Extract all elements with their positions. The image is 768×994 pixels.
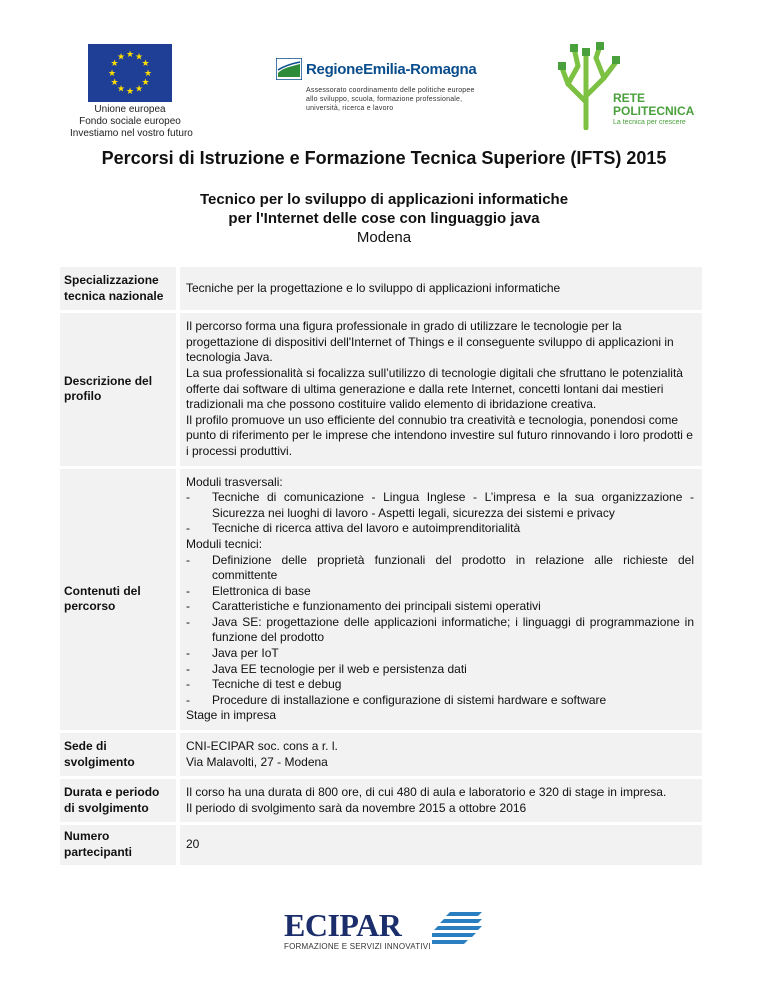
rer-subtitle-line: università, ricerca e lavoro: [306, 105, 394, 112]
rete-slogan: La tecnica per crescere: [613, 119, 686, 126]
ecipar-logo: [282, 908, 492, 954]
rete-name-line: POLITECNICA: [613, 104, 695, 118]
list: [186, 490, 694, 537]
row-sede: [60, 733, 702, 776]
course-title-line: per l'Internet delle cose con linguaggio java: [228, 210, 540, 227]
row-label: Numero partecipanti: [60, 825, 176, 864]
list-item: - Java per IoT: [186, 646, 694, 662]
rete-name-line: RETE: [613, 91, 646, 105]
row-label: Contenuti del percorso: [60, 469, 176, 731]
svg-text:★: ★: [110, 78, 119, 88]
course-title-line: Tecnico per lo sviluppo di applicazioni informatiche: [199, 191, 569, 208]
row-value: Tecniche per la progettazione e lo sviluppo di applicazioni informatiche: [180, 267, 702, 310]
row-label: Descrizione del profilo: [60, 313, 176, 465]
rete-politecnica-text: [613, 92, 694, 126]
svg-text:★: ★: [134, 84, 144, 95]
page-title: Percorsi di Istruzione e Formazione Tecnica Superiore (IFTS) 2015: [101, 148, 667, 168]
svg-text:★: ★: [134, 52, 144, 63]
eu-logo: [70, 44, 193, 140]
svg-text:★: ★: [116, 84, 126, 95]
paragraph: Il corso ha una durata di 800 ore, di cui 480 di aula e laboratorio e 320 di stage in impresa.: [186, 785, 667, 800]
row-descrizione: [60, 313, 702, 465]
svg-text:★: ★: [110, 59, 119, 69]
list-item: - Definizione delle proprietà funzionali del prodotto in relazione alle richieste del committente: [186, 553, 694, 584]
eu-caption-line: Fondo sociale europeo: [79, 116, 181, 127]
address-line: CNI-ECIPAR soc. cons a r. l.: [186, 739, 338, 754]
list: [186, 553, 694, 709]
city: Modena: [356, 229, 412, 246]
row-value: [180, 469, 702, 731]
row-label: Specializzazione tecnica nazionale: [60, 267, 176, 310]
list-item: - Java EE tecnologie per il web e persistenza dati: [186, 662, 694, 678]
svg-text:★: ★: [125, 50, 135, 60]
eu-caption-line: Unione europea: [94, 104, 166, 115]
rer-name: RegioneEmilia-Romagna: [306, 60, 477, 78]
section-heading: Moduli trasversali:: [186, 474, 283, 489]
list-item: - Tecniche di test e debug: [186, 677, 694, 693]
svg-text:★: ★: [143, 69, 153, 79]
stage-line: Stage in impresa: [186, 708, 277, 723]
row-value: [180, 313, 702, 465]
svg-text:★: ★: [141, 59, 150, 69]
list-item: - Tecniche di ricerca attiva del lavoro e autoimprenditorialità: [186, 521, 694, 537]
row-label: Sede di svolgimento: [60, 733, 176, 776]
ecipar-name: ECIPAR: [284, 907, 402, 943]
eu-caption-line: Investiamo nel vostro futuro: [70, 128, 193, 139]
rer-subtitle: [306, 86, 496, 113]
region-map-icon: [276, 58, 302, 80]
row-value: [180, 733, 702, 776]
eu-flag-icon: [88, 44, 172, 102]
paragraph: Il periodo di svolgimento sarà da novembre 2015 a ottobre 2016: [186, 800, 527, 815]
stripes-icon: [432, 910, 484, 950]
svg-text:★: ★: [107, 69, 117, 79]
row-specializzazione: [60, 267, 702, 310]
svg-text:★: ★: [125, 87, 135, 97]
address-line: Via Malavolti, 27 - Modena: [186, 754, 328, 769]
row-durata: [60, 779, 702, 822]
paragraph: La sua professionalità si focalizza sull’utilizzo di tecnologie digitali che sfruttano le potenzialità offerte dai software di ultima generazione e dalla rete Internet, concetti lontani dai mestieri tradizionali ma che possono costituire valido elemento di ibridazione creativa.: [186, 365, 683, 412]
svg-text:★: ★: [141, 78, 150, 88]
section-heading: Moduli tecnici:: [186, 536, 263, 551]
row-value: [180, 779, 702, 822]
regione-emilia-romagna-logo: [276, 58, 496, 113]
row-label: Durata e periodo di svolgimento: [60, 779, 176, 822]
course-info-table: [60, 264, 702, 868]
list-item: - Elettronica di base: [186, 584, 694, 600]
course-title: [0, 190, 768, 228]
list-item: - Caratteristiche e funzionamento dei principali sistemi operativi: [186, 599, 694, 615]
row-value: 20: [180, 825, 702, 864]
ecipar-tagline: FORMAZIONE E SERVIZI INNOVATIVI: [284, 942, 431, 951]
rer-subtitle-line: Assessorato coordinamento delle politiche europee: [306, 87, 475, 94]
list-item: - Tecniche di comunicazione - Lingua Inglese - L’impresa e la sua organizzazione - Sicurezza nei luoghi di lavoro - Aspetti legali, sicurezza dei sistemi e privacy: [186, 490, 694, 521]
list-item: - Java SE: progettazione delle applicazioni informatiche; i linguaggi di programmazione in funzione del prodotto: [186, 615, 694, 646]
svg-text:★: ★: [116, 52, 126, 63]
list-item: - Procedure di installazione e configurazione di sistemi hardware e software: [186, 693, 694, 709]
row-contenuti: [60, 469, 702, 731]
paragraph: Il profilo promuove un uso efficiente del connubio tra creatività e tecnologia, ponendosi come punto di riferimento per le imprese che intendono investire sul futuro rinnovando i loro prodotti e i processi produttivi.: [186, 412, 693, 458]
rete-politecnica-logo: [556, 40, 696, 130]
paragraph: Il percorso forma una figura professionale in grado di utilizzare le tecnologie per la progettazione di dispositivi dell'Internet of Things e il conseguente sviluppo di applicazioni in tecnologia Java.: [186, 319, 674, 365]
row-partecipanti: [60, 825, 702, 864]
rer-subtitle-line: allo sviluppo, scuola, formazione professionale,: [306, 96, 463, 103]
